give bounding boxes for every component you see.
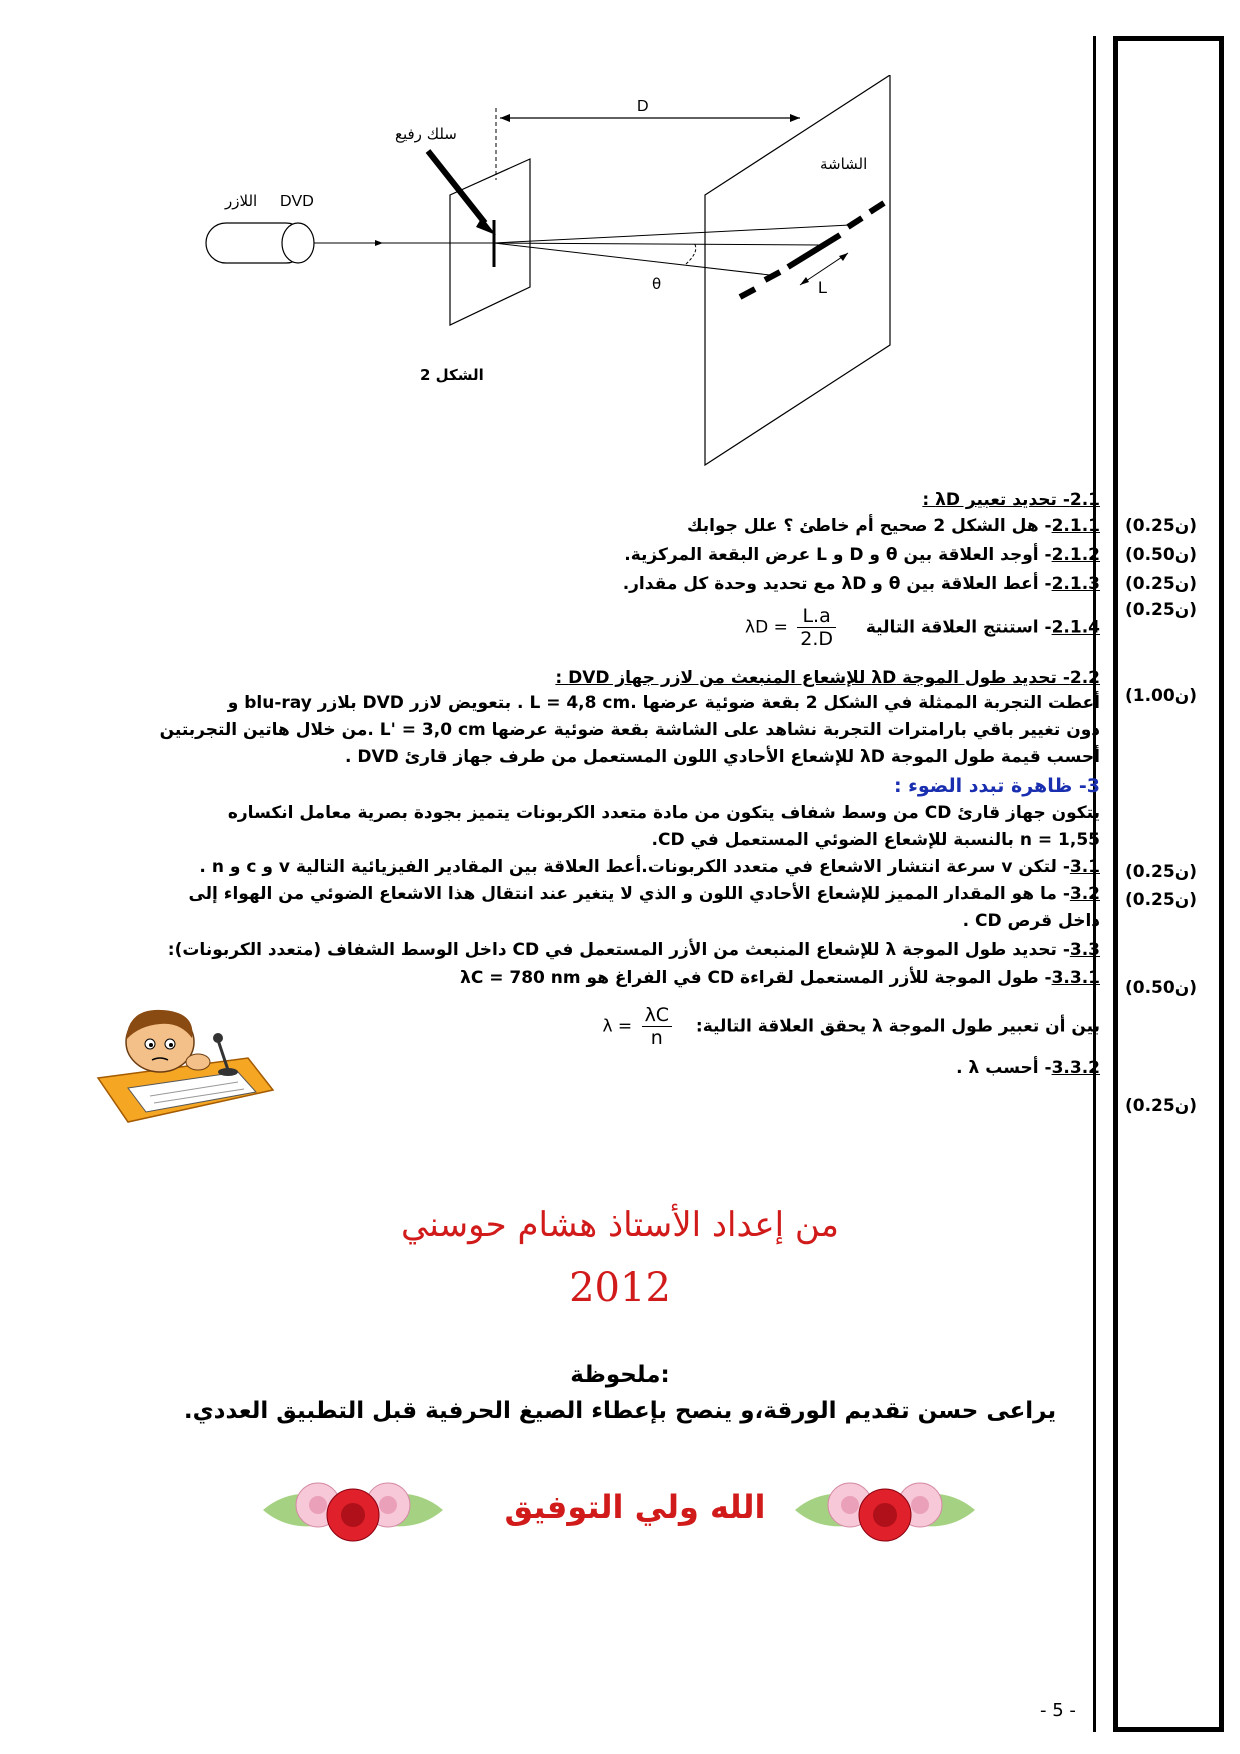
page-number: - 5 - xyxy=(1040,1700,1076,1721)
label-d: D xyxy=(637,98,649,115)
label-laser: اللازر xyxy=(225,192,258,210)
score-3-1: (0.25ن) xyxy=(1125,862,1198,882)
fringe-3 xyxy=(848,218,862,227)
score-2-1-2: (0.50ن) xyxy=(1125,545,1198,565)
year: 2012 xyxy=(569,1265,671,1311)
ray-lower xyxy=(494,243,770,275)
section-3-intro-1: يتكون جهاز قارئ CD من وسط شفاف يتكون من مادة متعدد الكربونات يتميز بجودة بصرية معامل انكساره xyxy=(227,803,1100,823)
label-laser-dvd: DVD xyxy=(280,193,314,210)
score-2-1-4: (0.25ن) xyxy=(1125,600,1198,620)
score-3-3-1: (0.50ن) xyxy=(1125,978,1198,998)
question-2-1-1: 2.1.1- هل الشكل 2 صحيح أم خاطئ ؟ علل جوابك xyxy=(686,516,1100,536)
flower-left-icon xyxy=(258,1460,448,1560)
dimension-d-arrow-right xyxy=(790,114,800,122)
section-2-2-line-2: دون تغيير باقي بارامترات التجربة نشاهد على الشاشة بقعة ضوئية عرضها L' = 3,0 cm .من خلال هاتين التجربتين xyxy=(159,720,1100,740)
section-2-2-heading: 2.2- تحديد طول الموجة λD للإشعاع المنبعث من لازر جهاز DVD : xyxy=(555,668,1100,688)
question-3-1: 3.1- لتكن v سرعة انتشار الاشعاع في متعدد الكربونات.أعط العلاقة بين المقادير الفيزيائية التالية v و c و n . xyxy=(199,857,1100,877)
question-3-3-1-show: بين أن تعبير طول الموجة λ يحقق العلاقة التالية: λ = $\frac{\lambda C}{n}$ xyxy=(602,1004,1100,1049)
question-3-2-continued: داخل قرص CD . xyxy=(962,911,1100,931)
diffraction-diagram xyxy=(200,75,1030,475)
page-frame xyxy=(1113,36,1224,1732)
score-2-1-3: (0.25ن) xyxy=(1125,574,1198,594)
score-2-2: (1.00ن) xyxy=(1125,686,1198,706)
ray-axis xyxy=(494,243,820,245)
dimension-l-arrow-1 xyxy=(800,277,809,285)
score-3-2: (0.25ن) xyxy=(1125,890,1198,910)
label-wire: سلك رفيع xyxy=(395,125,457,143)
theta-arc xyxy=(686,243,696,264)
flower-right-icon xyxy=(790,1460,980,1560)
note-title: ملحوظة: xyxy=(570,1362,670,1388)
section-3-intro-2: n = 1,55 بالنسبة للإشعاع الضوئي المستعمل في CD. xyxy=(651,830,1100,850)
score-2-1-1: (0.25ن) xyxy=(1125,516,1198,536)
question-2-1-2: 2.1.2- أوجد العلاقة بين θ و D و L عرض البقعة المركزية. xyxy=(624,545,1100,565)
laser-end xyxy=(282,223,314,263)
observation-screen xyxy=(705,75,890,465)
figure-caption: الشكل 2 xyxy=(420,366,484,384)
ray-upper xyxy=(494,225,850,243)
central-fringe xyxy=(788,235,840,267)
label-theta: θ xyxy=(652,275,662,293)
closing-phrase: الله ولي التوفيق xyxy=(504,1488,766,1526)
wire-pointer-arrow xyxy=(428,151,485,223)
dimension-l-arrow-2 xyxy=(839,253,848,261)
student-thinking-icon xyxy=(88,1000,278,1130)
formula-lambda: λ = $\frac{\lambda C}{n}$ xyxy=(602,1004,676,1049)
dimension-d-arrow-left xyxy=(500,114,510,122)
score-3-3-2: (0.25ن) xyxy=(1125,1096,1198,1116)
label-screen: الشاشة xyxy=(820,155,868,173)
section-2-2-line-1: أعطت التجربة الممثلة في الشكل 2 بقعة ضوئية عرضها .L = 4,8 cm . بتعويض لازر DVD بلازر blu-ray و xyxy=(227,693,1100,713)
question-2-1-3: 2.1.3- أعط العلاقة بين θ و λD مع تحديد وحدة كل مقدار. xyxy=(622,574,1100,594)
question-3-3-2: 3.3.2- أحسب λ . xyxy=(956,1058,1100,1078)
section-2-2-line-3: أحسب قيمة طول الموجة λD للإشعاع الأحادي اللون المستعمل من طرف جهاز قارئ DVD . xyxy=(344,747,1100,767)
section-3-heading: 3- ظاهرة تبدد الضوء : xyxy=(893,775,1100,797)
question-2-1-4: 2.1.4- استنتج العلاقة التالية λD = $\frac{L.a}{2.D}$ xyxy=(745,605,1100,650)
label-l: L xyxy=(818,278,828,297)
formula-lambda-d: λD = $\frac{L.a}{2.D}$ xyxy=(745,605,840,650)
question-3-2: 3.2- ما هو المقدار المميز للإشعاع الأحادي اللون و الذي لا يتغير عند انتقال هذا الاشعاع الضوئي من الهواء إلى xyxy=(188,884,1100,904)
fringe-1 xyxy=(740,289,755,297)
question-3-3-1: 3.3.1- طول الموجة للأزر المستعمل لقراءة CD في الفراغ هو λC = 780 nm xyxy=(460,968,1100,988)
note-body: يراعى حسن تقديم الورقة،و ينصح بإعطاء الصيغ الحرفية قبل التطبيق العددي. xyxy=(183,1398,1057,1424)
fringe-2 xyxy=(765,272,780,280)
section-2-1-heading: 2.1- تحديد تعبير λD : xyxy=(922,490,1100,510)
author-credit: من إعداد الأستاذ هشام حوسني xyxy=(401,1205,839,1245)
question-3-3: 3.3- تحديد طول الموجة λ للإشعاع المنبعث من الأزر المستعمل في CD داخل الوسط الشفاف (متعدد الكربونات): xyxy=(167,940,1100,960)
fringe-4 xyxy=(870,203,884,212)
